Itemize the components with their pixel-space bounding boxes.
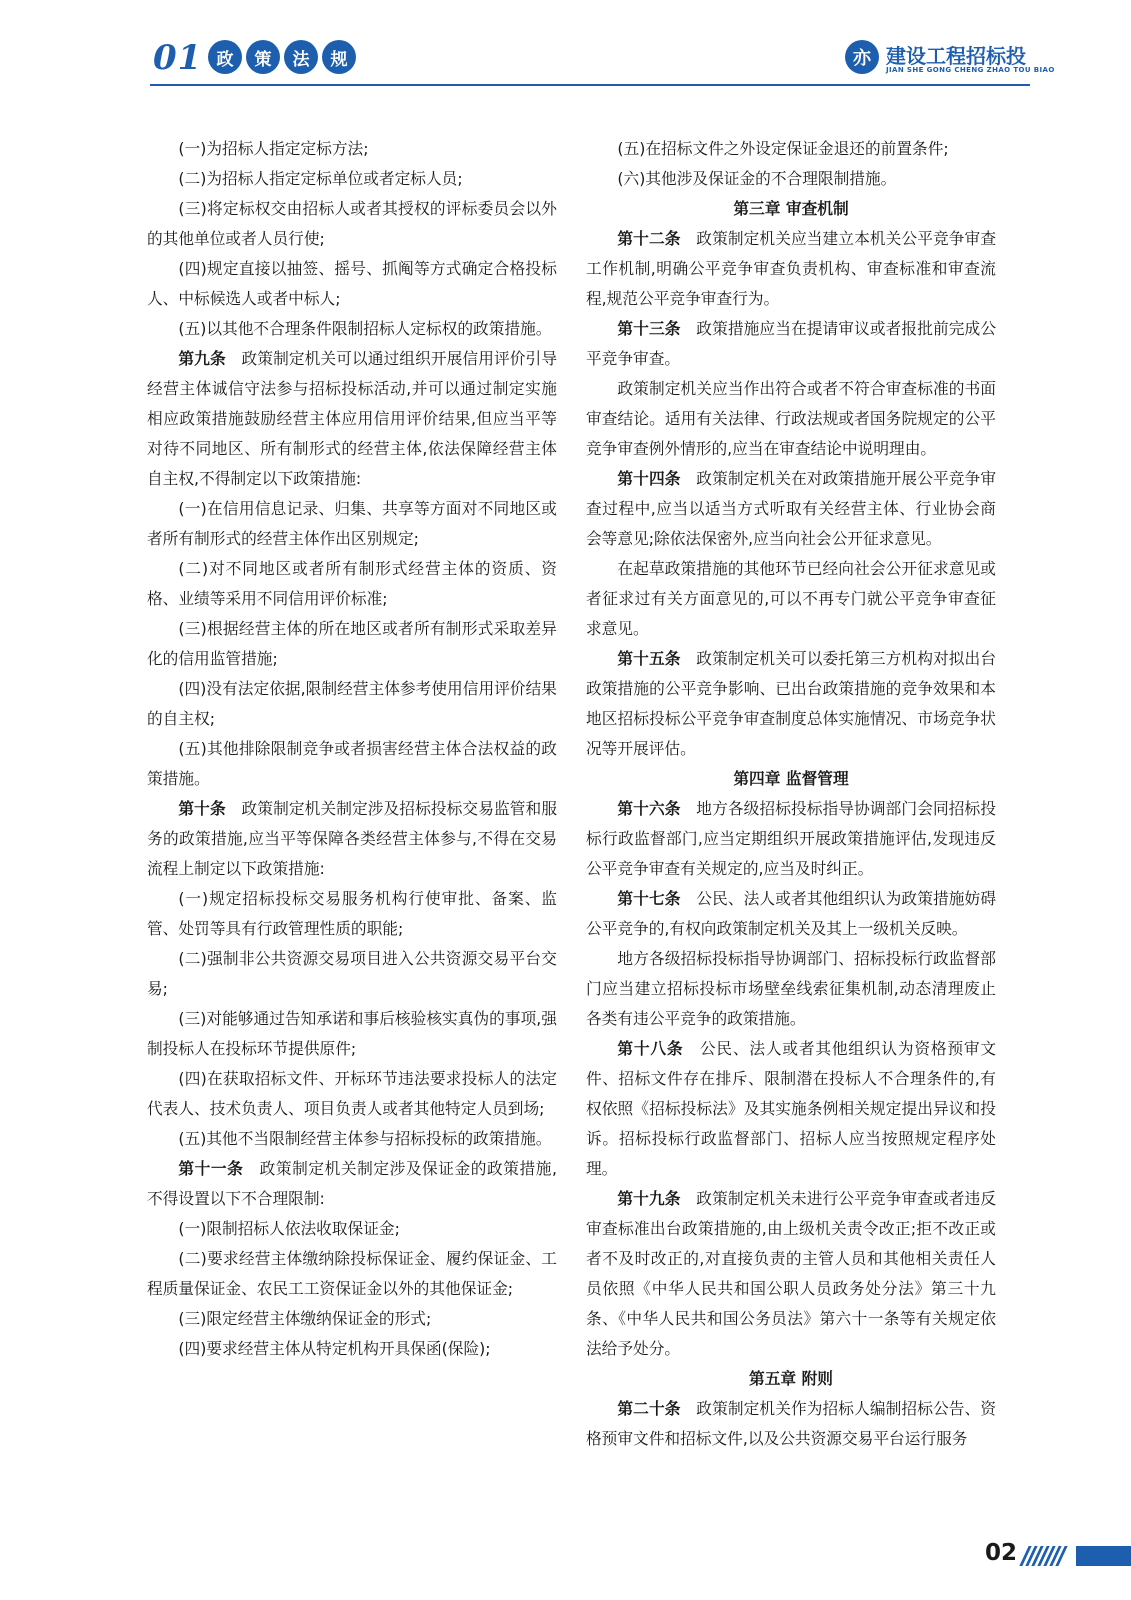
article-paragraph — [586, 1184, 996, 1364]
article-number: 第十条 — [178, 799, 226, 818]
paragraph-text: 政策制定机关应当作出符合或者不符合审查标准的书面审查结论。适用有关法律、行政法规或者国务院规定的公平竞争审查例外情形的,应当在审查结论中说明理由。 — [586, 379, 996, 458]
article-number: 第十五条 — [617, 649, 681, 668]
clause-paragraph — [147, 554, 557, 614]
article-paragraph — [147, 794, 557, 884]
clause-paragraph — [147, 194, 557, 254]
paragraph-text: (四)没有法定依据,限制经营主体参考使用信用评价结果的自主权; — [147, 679, 557, 728]
paragraph-text: 政策制定机关应当建立本机关公平竞争审查工作机制,明确公平竞争审查负责机构、审查标准和审查流程,规范公平竞争审查行为。 — [586, 229, 997, 308]
article-number: 第十九条 — [617, 1189, 681, 1208]
clause-paragraph — [147, 494, 557, 554]
paragraph-text: (一)规定招标投标交易服务机构行使审批、备案、监管、处罚等具有行政管理性质的职能; — [147, 889, 557, 938]
article-paragraph — [586, 794, 996, 884]
brand-logo-icon: 亦 — [845, 40, 879, 74]
chapter-heading: 第四章 监督管理 — [733, 769, 849, 788]
clause-paragraph — [147, 884, 557, 944]
clause-paragraph — [147, 674, 557, 734]
page-number: 02 — [985, 1540, 1018, 1566]
paragraph-text: (二)强制非公共资源交易项目进入公共资源交易平台交易; — [147, 949, 557, 998]
paragraph-text: (三)根据经营主体的所在地区或者所有制形式采取差异化的信用监管措施; — [147, 619, 557, 668]
clause-paragraph — [147, 314, 557, 344]
article-paragraph — [586, 644, 996, 764]
article-number: 第十六条 — [617, 799, 681, 818]
paragraph-text: (一)为招标人指定定标方法; — [178, 139, 369, 158]
section-title-char: 规 — [322, 40, 356, 74]
clause-paragraph — [147, 1304, 557, 1334]
paragraph-text: (二)为招标人指定定标单位或者定标人员; — [178, 169, 463, 188]
clause-paragraph — [147, 134, 557, 164]
paragraph-text: 政策制定机关可以委托第三方机构对拟出台政策措施的公平竞争影响、已出台政策措施的竞争效果和本地区招标投标公平竞争审查制度总体实施情况、市场竞争状况等开展评估。 — [586, 649, 997, 758]
article-number: 第十七条 — [617, 889, 681, 908]
section-title-char: 策 — [246, 40, 280, 74]
article-number: 第九条 — [178, 349, 226, 368]
paragraph-text: (三)限定经营主体缴纳保证金的形式; — [178, 1309, 432, 1328]
section-number: 01 — [153, 38, 203, 78]
article-number: 第十二条 — [617, 229, 681, 248]
clause-paragraph — [147, 1064, 557, 1124]
clause-paragraph — [586, 944, 996, 1034]
paragraph-text: 公民、法人或者其他组织认为政策措施妨碍公平竞争的,有权向政策制定机关及其上一级机关反映。 — [586, 889, 997, 938]
paragraph-text: (五)在招标文件之外设定保证金退还的前置条件; — [617, 139, 949, 158]
article-paragraph — [147, 344, 557, 494]
article-number: 第二十条 — [617, 1399, 681, 1418]
paragraph-text: 政策制定机关未进行公平竞争审查或者违反审查标准出台政策措施的,由上级机关责令改正;拒不改正或者不及时改正的,对直接负责的主管人员和其他相关责任人员依照《中华人民共和国公职人员政务处分法》第三十九条、《中华人民共和国公务员法》第六十一条等有关规定依法给予处分。 — [586, 1189, 997, 1358]
paragraph-text: 公民、法人或者其他组织认为资格预审文件、招标文件存在排斥、限制潜在投标人不合理条件的,有权依照《招标投标法》及其实施条例相关规定提出异议和投诉。招标投标行政监督部门、招标人应当按照规定程序处理。 — [586, 1039, 997, 1178]
clause-paragraph — [147, 1214, 557, 1244]
brand-name: 建设工程招标投 — [886, 44, 1026, 68]
clause-paragraph — [147, 944, 557, 1004]
paragraph-text: (二)要求经营主体缴纳除投标保证金、履约保证金、工程质量保证金、农民工工资保证金以外的其他保证金; — [147, 1249, 557, 1298]
clause-paragraph — [586, 134, 996, 164]
article-number: 第十一条 — [178, 1159, 244, 1178]
clause-paragraph — [586, 554, 996, 644]
paragraph-text: (五)其他不当限制经营主体参与招标投标的政策措施。 — [178, 1129, 552, 1148]
paragraph-text: (四)要求经营主体从特定机构开具保函(保险); — [178, 1339, 491, 1358]
article-paragraph — [586, 314, 996, 374]
header-divider — [150, 84, 1030, 86]
paragraph-text: (五)其他排除限制竞争或者损害经营主体合法权益的政策措施。 — [147, 739, 557, 788]
chapter-heading: 第三章 审查机制 — [733, 199, 849, 218]
article-paragraph — [586, 1394, 996, 1454]
right-column — [586, 134, 996, 1454]
paragraph-text: 地方各级招标投标指导协调部门、招标投标行政监督部门应当建立招标投标市场壁垒线索征集机制,动态清理废止各类有违公平竞争的政策措施。 — [586, 949, 996, 1028]
paragraph-text: 政策制定机关可以通过组织开展信用评价引导经营主体诚信守法参与招标投标活动,并可以通过制定实施相应政策措施鼓励经营主体应用信用评价结果,但应当平等对待不同地区、所有制形式的经营主体,依法保障经营主体自主权,不得制定以下政策措施: — [147, 349, 558, 488]
brand-pinyin: JIAN SHE GONG CHENG ZHAO TOU BIAO — [886, 66, 1055, 74]
clause-paragraph — [147, 1004, 557, 1064]
section-title — [208, 40, 356, 74]
article-paragraph — [586, 464, 996, 554]
paragraph-text: (四)在获取招标文件、开标环节违法要求投标人的法定代表人、技术负责人、项目负责人或者其他特定人员到场; — [147, 1069, 557, 1118]
page-header — [0, 0, 1131, 104]
section-title-char: 政 — [208, 40, 242, 74]
article-number: 第十八条 — [617, 1039, 684, 1058]
article-paragraph — [586, 884, 996, 944]
paragraph-text: (一)限制招标人依法收取保证金; — [178, 1219, 400, 1238]
footer-band — [1076, 1546, 1131, 1566]
paragraph-text: 政策制定机关制定涉及保证金的政策措施,不得设置以下不合理限制: — [147, 1159, 557, 1208]
chapter-heading: 第五章 附则 — [749, 1369, 833, 1388]
paragraph-text: (一)在信用信息记录、归集、共享等方面对不同地区或者所有制形式的经营主体作出区别规定; — [147, 499, 557, 548]
article-number: 第十四条 — [617, 469, 681, 488]
paragraph-text: (三)将定标权交由招标人或者其授权的评标委员会以外的其他单位或者人员行使; — [147, 199, 557, 248]
paragraph-text: (六)其他涉及保证金的不合理限制措施。 — [617, 169, 897, 188]
article-paragraph — [147, 1154, 557, 1214]
clause-paragraph — [586, 164, 996, 194]
paragraph-text: 政策制定机关作为招标人编制招标公告、资格预审文件和招标文件,以及公共资源交易平台运行服务 — [586, 1399, 997, 1448]
article-paragraph — [586, 224, 996, 314]
article-number: 第十三条 — [617, 319, 681, 338]
paragraph-text: 政策制定机关在对政策措施开展公平竞争审查过程中,应当以适当方式听取有关经营主体、行业协会商会等意见;除依法保密外,应当向社会公开征求意见。 — [586, 469, 997, 548]
clause-paragraph — [147, 1334, 557, 1364]
clause-paragraph — [147, 1124, 557, 1154]
paragraph-text: 政策措施应当在提请审议或者报批前完成公平竞争审查。 — [586, 319, 997, 368]
paragraph-text: (四)规定直接以抽签、摇号、抓阄等方式确定合格投标人、中标候选人或者中标人; — [147, 259, 557, 308]
section-title-char: 法 — [284, 40, 318, 74]
footer-stripes — [1024, 1546, 1063, 1566]
left-column — [147, 134, 557, 1364]
paragraph-text: (二)对不同地区或者所有制形式经营主体的资质、资格、业绩等采用不同信用评价标准; — [147, 559, 557, 608]
paragraph-text: (三)对能够通过告知承诺和事后核验核实真伪的事项,强制投标人在投标环节提供原件; — [147, 1009, 557, 1058]
clause-paragraph — [147, 164, 557, 194]
clause-paragraph — [147, 254, 557, 314]
clause-paragraph — [147, 1244, 557, 1304]
paragraph-text: 在起草政策措施的其他环节已经向社会公开征求意见或者征求过有关方面意见的,可以不再专门就公平竞争审查征求意见。 — [586, 559, 996, 638]
paragraph-text: 政策制定机关制定涉及招标投标交易监管和服务的政策措施,应当平等保障各类经营主体参与,不得在交易流程上制定以下政策措施: — [147, 799, 558, 878]
article-paragraph — [586, 1034, 996, 1184]
paragraph-text: 地方各级招标投标指导协调部门会同招标投标行政监督部门,应当定期组织开展政策措施评估,发现违反公平竞争审查有关规定的,应当及时纠正。 — [586, 799, 997, 878]
clause-paragraph — [147, 734, 557, 794]
clause-paragraph — [586, 374, 996, 464]
paragraph-text: (五)以其他不合理条件限制招标人定标权的政策措施。 — [178, 319, 552, 338]
clause-paragraph — [147, 614, 557, 674]
